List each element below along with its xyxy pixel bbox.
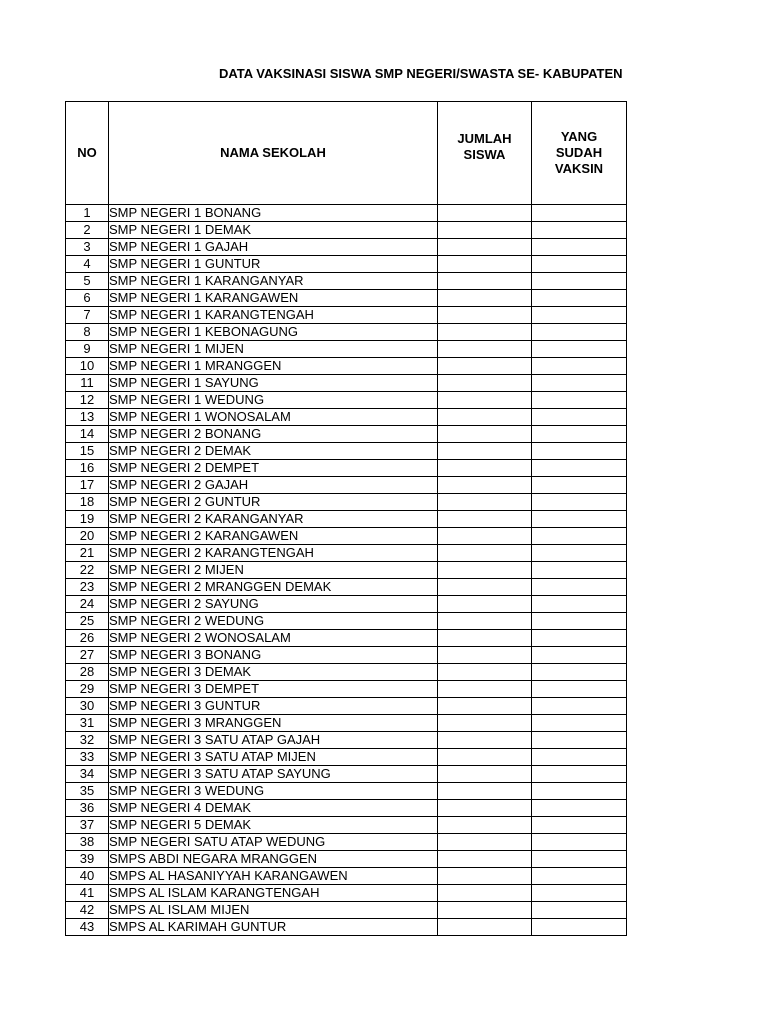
school-name: SMP NEGERI SATU ATAP WEDUNG: [109, 834, 438, 851]
row-number: 43: [66, 919, 109, 936]
vaccinated-count-cell: [532, 800, 627, 817]
school-name: SMP NEGERI 3 SATU ATAP MIJEN: [109, 749, 438, 766]
student-count-cell: [438, 579, 532, 596]
table-row: [66, 596, 627, 613]
student-count-cell: [438, 698, 532, 715]
row-number: 23: [66, 579, 109, 596]
table-row: [66, 749, 627, 766]
school-name: SMP NEGERI 2 BONANG: [109, 426, 438, 443]
school-name: SMP NEGERI 2 WONOSALAM: [109, 630, 438, 647]
school-name: SMP NEGERI 3 GUNTUR: [109, 698, 438, 715]
school-name: SMP NEGERI 1 WEDUNG: [109, 392, 438, 409]
row-number: 11: [66, 375, 109, 392]
school-name: SMPS AL ISLAM KARANGTENGAH: [109, 885, 438, 902]
school-name: SMP NEGERI 3 DEMPET: [109, 681, 438, 698]
vaccinated-count-cell: [532, 460, 627, 477]
vaccinated-count-cell: [532, 664, 627, 681]
vaccinated-count-cell: [532, 630, 627, 647]
vaccinated-count-cell: [532, 324, 627, 341]
table-row: [66, 800, 627, 817]
school-name: SMP NEGERI 1 KARANGAWEN: [109, 290, 438, 307]
table-row: [66, 324, 627, 341]
vaccinated-count-cell: [532, 783, 627, 800]
table-row: [66, 256, 627, 273]
table-row: [66, 528, 627, 545]
student-count-cell: [438, 885, 532, 902]
row-number: 20: [66, 528, 109, 545]
row-number: 25: [66, 613, 109, 630]
student-count-cell: [438, 749, 532, 766]
vaccinated-count-cell: [532, 562, 627, 579]
row-number: 10: [66, 358, 109, 375]
student-count-cell: [438, 341, 532, 358]
row-number: 9: [66, 341, 109, 358]
student-count-cell: [438, 681, 532, 698]
vaccinated-count-cell: [532, 443, 627, 460]
student-count-cell: [438, 545, 532, 562]
table-row: [66, 409, 627, 426]
header-school-name: NAMA SEKOLAH: [109, 102, 438, 205]
vaccinated-count-cell: [532, 545, 627, 562]
row-number: 36: [66, 800, 109, 817]
vaccinated-count-cell: [532, 681, 627, 698]
school-name: SMP NEGERI 2 GAJAH: [109, 477, 438, 494]
vaccinated-count-cell: [532, 375, 627, 392]
table-row: [66, 222, 627, 239]
school-name: SMP NEGERI 3 BONANG: [109, 647, 438, 664]
school-name: SMP NEGERI 2 SAYUNG: [109, 596, 438, 613]
student-count-cell: [438, 613, 532, 630]
table-row: [66, 817, 627, 834]
table-row: [66, 562, 627, 579]
vaccinated-count-cell: [532, 205, 627, 222]
vaccinated-count-cell: [532, 239, 627, 256]
row-number: 27: [66, 647, 109, 664]
vaccinated-count-cell: [532, 596, 627, 613]
school-name: SMP NEGERI 2 GUNTUR: [109, 494, 438, 511]
row-number: 38: [66, 834, 109, 851]
student-count-cell: [438, 834, 532, 851]
header-row: [66, 102, 627, 205]
student-count-cell: [438, 290, 532, 307]
student-count-cell: [438, 664, 532, 681]
table-row: [66, 290, 627, 307]
row-number: 13: [66, 409, 109, 426]
school-name: SMP NEGERI 3 SATU ATAP SAYUNG: [109, 766, 438, 783]
table-row: [66, 613, 627, 630]
student-count-cell: [438, 800, 532, 817]
vaccinated-count-cell: [532, 613, 627, 630]
row-number: 18: [66, 494, 109, 511]
table-row: [66, 358, 627, 375]
school-name: SMP NEGERI 2 KARANGTENGAH: [109, 545, 438, 562]
row-number: 32: [66, 732, 109, 749]
school-name: SMP NEGERI 1 SAYUNG: [109, 375, 438, 392]
vaccinated-count-cell: [532, 579, 627, 596]
vaccinated-count-cell: [532, 817, 627, 834]
row-number: 34: [66, 766, 109, 783]
table-row: [66, 494, 627, 511]
school-name: SMP NEGERI 1 GAJAH: [109, 239, 438, 256]
student-count-cell: [438, 477, 532, 494]
vaccinated-count-cell: [532, 919, 627, 936]
table-row: [66, 443, 627, 460]
vaccinated-count-cell: [532, 732, 627, 749]
school-name: SMPS AL KARIMAH GUNTUR: [109, 919, 438, 936]
table-row: [66, 579, 627, 596]
school-name: SMP NEGERI 3 WEDUNG: [109, 783, 438, 800]
row-number: 4: [66, 256, 109, 273]
row-number: 15: [66, 443, 109, 460]
student-count-cell: [438, 562, 532, 579]
student-count-cell: [438, 919, 532, 936]
student-count-cell: [438, 783, 532, 800]
table-row: [66, 732, 627, 749]
student-count-cell: [438, 715, 532, 732]
table-row: [66, 919, 627, 936]
school-name: SMP NEGERI 1 GUNTUR: [109, 256, 438, 273]
student-count-cell: [438, 732, 532, 749]
table-row: [66, 885, 627, 902]
vaccinated-count-cell: [532, 222, 627, 239]
vaccinated-count-cell: [532, 290, 627, 307]
row-number: 7: [66, 307, 109, 324]
vaccinated-count-cell: [532, 358, 627, 375]
vaccinated-count-cell: [532, 647, 627, 664]
header-vaccinated: YANG SUDAH VAKSIN: [532, 102, 627, 205]
vaccinated-count-cell: [532, 307, 627, 324]
vaccinated-count-cell: [532, 902, 627, 919]
vaccinated-count-cell: [532, 851, 627, 868]
school-name: SMP NEGERI 3 MRANGGEN: [109, 715, 438, 732]
student-count-cell: [438, 239, 532, 256]
vaccinated-count-cell: [532, 715, 627, 732]
table-row: [66, 460, 627, 477]
school-name: SMP NEGERI 1 BONANG: [109, 205, 438, 222]
row-number: 42: [66, 902, 109, 919]
table-row: [66, 511, 627, 528]
school-name: SMP NEGERI 3 DEMAK: [109, 664, 438, 681]
table-row: [66, 851, 627, 868]
row-number: 3: [66, 239, 109, 256]
row-number: 37: [66, 817, 109, 834]
table-row: [66, 783, 627, 800]
row-number: 40: [66, 868, 109, 885]
school-name: SMPS ABDI NEGARA MRANGGEN: [109, 851, 438, 868]
header-no: NO: [66, 102, 109, 205]
table-row: [66, 545, 627, 562]
school-name: SMPS AL HASANIYYAH KARANGAWEN: [109, 868, 438, 885]
student-count-cell: [438, 375, 532, 392]
school-name: SMP NEGERI 1 KARANGANYAR: [109, 273, 438, 290]
student-count-cell: [438, 902, 532, 919]
student-count-cell: [438, 273, 532, 290]
student-count-cell: [438, 324, 532, 341]
row-number: 22: [66, 562, 109, 579]
school-name: SMP NEGERI 2 MRANGGEN DEMAK: [109, 579, 438, 596]
table-row: [66, 273, 627, 290]
school-name: SMP NEGERI 5 DEMAK: [109, 817, 438, 834]
vaccinated-count-cell: [532, 528, 627, 545]
school-name: SMP NEGERI 1 MRANGGEN: [109, 358, 438, 375]
row-number: 24: [66, 596, 109, 613]
student-count-cell: [438, 868, 532, 885]
student-count-cell: [438, 817, 532, 834]
table-row: [66, 477, 627, 494]
row-number: 17: [66, 477, 109, 494]
row-number: 2: [66, 222, 109, 239]
table-row: [66, 239, 627, 256]
school-name: SMP NEGERI 2 DEMAK: [109, 443, 438, 460]
table-row: [66, 630, 627, 647]
table-row: [66, 426, 627, 443]
table-row: [66, 902, 627, 919]
table-row: [66, 698, 627, 715]
school-name: SMP NEGERI 1 KARANGTENGAH: [109, 307, 438, 324]
table-row: [66, 681, 627, 698]
student-count-cell: [438, 630, 532, 647]
student-count-cell: [438, 443, 532, 460]
row-number: 1: [66, 205, 109, 222]
student-count-cell: [438, 460, 532, 477]
student-count-cell: [438, 409, 532, 426]
table-row: [66, 341, 627, 358]
vaccinated-count-cell: [532, 392, 627, 409]
table-row: [66, 664, 627, 681]
vaccinated-count-cell: [532, 494, 627, 511]
vaccinated-count-cell: [532, 341, 627, 358]
school-name: SMP NEGERI 1 WONOSALAM: [109, 409, 438, 426]
row-number: 8: [66, 324, 109, 341]
table-row: [66, 868, 627, 885]
student-count-cell: [438, 358, 532, 375]
vaccinated-count-cell: [532, 766, 627, 783]
vaccinated-count-cell: [532, 426, 627, 443]
table-row: [66, 375, 627, 392]
vaccinated-count-cell: [532, 834, 627, 851]
table-row: [66, 766, 627, 783]
student-count-cell: [438, 851, 532, 868]
student-count-cell: [438, 511, 532, 528]
row-number: 30: [66, 698, 109, 715]
row-number: 39: [66, 851, 109, 868]
table-row: [66, 834, 627, 851]
row-number: 14: [66, 426, 109, 443]
vaccination-table: [65, 101, 627, 936]
vaccinated-count-cell: [532, 511, 627, 528]
student-count-cell: [438, 307, 532, 324]
row-number: 28: [66, 664, 109, 681]
row-number: 12: [66, 392, 109, 409]
school-name: SMP NEGERI 1 MIJEN: [109, 341, 438, 358]
school-name: SMP NEGERI 4 DEMAK: [109, 800, 438, 817]
student-count-cell: [438, 766, 532, 783]
row-number: 29: [66, 681, 109, 698]
school-name: SMPS AL ISLAM MIJEN: [109, 902, 438, 919]
student-count-cell: [438, 596, 532, 613]
school-name: SMP NEGERI 3 SATU ATAP GAJAH: [109, 732, 438, 749]
student-count-cell: [438, 222, 532, 239]
table-row: [66, 205, 627, 222]
header-student-count: JUMLAH SISWA: [438, 102, 532, 205]
document-title: DATA VAKSINASI SISWA SMP NEGERI/SWASTA SE- KABUPATEN: [219, 66, 623, 81]
row-number: 5: [66, 273, 109, 290]
vaccinated-count-cell: [532, 885, 627, 902]
row-number: 6: [66, 290, 109, 307]
school-name: SMP NEGERI 2 KARANGANYAR: [109, 511, 438, 528]
school-name: SMP NEGERI 1 KEBONAGUNG: [109, 324, 438, 341]
school-name: SMP NEGERI 2 DEMPET: [109, 460, 438, 477]
student-count-cell: [438, 647, 532, 664]
student-count-cell: [438, 205, 532, 222]
student-count-cell: [438, 528, 532, 545]
student-count-cell: [438, 426, 532, 443]
vaccinated-count-cell: [532, 256, 627, 273]
vaccinated-count-cell: [532, 749, 627, 766]
row-number: 19: [66, 511, 109, 528]
row-number: 41: [66, 885, 109, 902]
row-number: 35: [66, 783, 109, 800]
row-number: 31: [66, 715, 109, 732]
vaccinated-count-cell: [532, 409, 627, 426]
table-row: [66, 392, 627, 409]
row-number: 26: [66, 630, 109, 647]
vaccinated-count-cell: [532, 477, 627, 494]
student-count-cell: [438, 494, 532, 511]
row-number: 21: [66, 545, 109, 562]
school-name: SMP NEGERI 1 DEMAK: [109, 222, 438, 239]
vaccinated-count-cell: [532, 273, 627, 290]
row-number: 33: [66, 749, 109, 766]
school-name: SMP NEGERI 2 MIJEN: [109, 562, 438, 579]
student-count-cell: [438, 392, 532, 409]
student-count-cell: [438, 256, 532, 273]
row-number: 16: [66, 460, 109, 477]
vaccinated-count-cell: [532, 698, 627, 715]
table-row: [66, 715, 627, 732]
table-row: [66, 647, 627, 664]
vaccinated-count-cell: [532, 868, 627, 885]
school-name: SMP NEGERI 2 WEDUNG: [109, 613, 438, 630]
table-row: [66, 307, 627, 324]
school-name: SMP NEGERI 2 KARANGAWEN: [109, 528, 438, 545]
